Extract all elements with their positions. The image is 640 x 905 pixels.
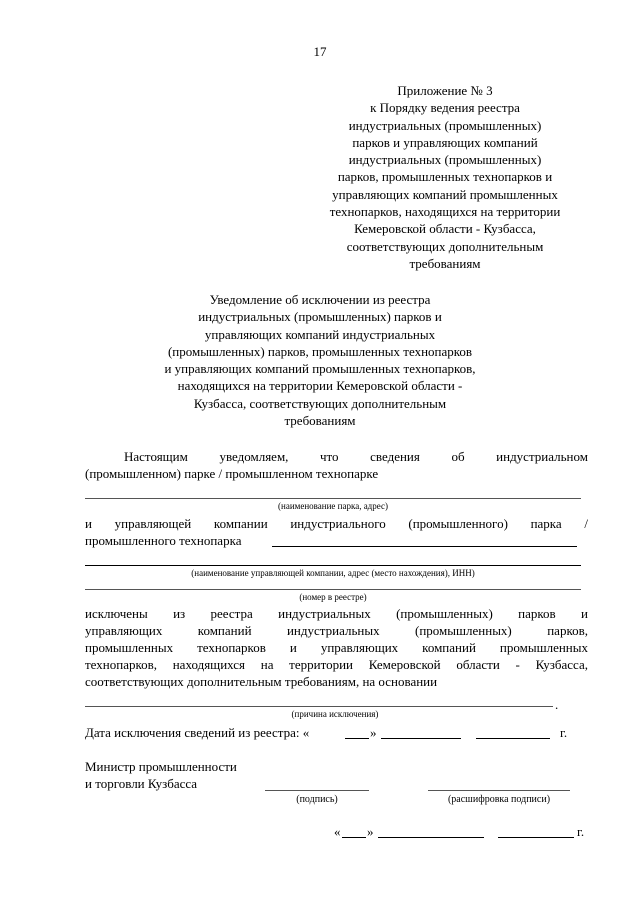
final-date-close: » bbox=[367, 824, 374, 839]
appendix-line: парков и управляющих компаний bbox=[352, 134, 538, 150]
title-line: требованиям bbox=[284, 413, 356, 429]
minister-line-1: Министр промышленности bbox=[85, 759, 237, 774]
final-date-year-suffix: г. bbox=[577, 824, 585, 839]
excluded-line: управляющих компаний индустриальных (промышленных) парков, bbox=[85, 623, 588, 638]
reason-period: . bbox=[555, 697, 559, 712]
excluded-line: технопарков, находящихся на территории Кемеровской области - Кузбасса, bbox=[85, 657, 588, 672]
park-name-line[interactable] bbox=[85, 498, 581, 499]
appendix-line: Приложение № 3 bbox=[397, 83, 493, 98]
appendix-header bbox=[300, 82, 590, 272]
final-date-day-line[interactable] bbox=[342, 837, 366, 838]
document-title bbox=[140, 291, 500, 429]
caption-reason: (причина исключения) bbox=[291, 709, 379, 719]
final-date-open: « bbox=[334, 824, 341, 839]
title-line: управляющих компаний индустриальных bbox=[204, 326, 436, 342]
appendix-line: индустриальных (промышленных) bbox=[348, 117, 542, 133]
appendix-line: технопарков, находящихся на территории bbox=[329, 204, 561, 220]
caption-signature: (подпись) bbox=[296, 794, 338, 805]
reason-line[interactable] bbox=[85, 706, 553, 707]
excluded-line: промышленных технопарков и управляющих компаний промышленных bbox=[85, 640, 588, 655]
appendix-line: парков, промышленных технопарков и bbox=[337, 169, 553, 185]
final-date-year-line[interactable] bbox=[498, 837, 574, 838]
date-label: Дата исключения сведений из реестра: « bbox=[85, 725, 310, 740]
caption-decoding: (расшифровка подписи) bbox=[447, 794, 551, 805]
caption-number: (номер в реестре) bbox=[299, 592, 367, 602]
date-year-suffix: г. bbox=[560, 725, 568, 740]
date-day-line[interactable] bbox=[345, 738, 369, 739]
appendix-line: Кемеровской области - Кузбасса, bbox=[354, 221, 536, 237]
caption-company: (наименование управляющей компании, адрес (место нахождения), ИНН) bbox=[191, 568, 475, 578]
registry-number-line[interactable] bbox=[85, 589, 581, 590]
excluded-line: исключены из реестра индустриальных (промышленных) парков и bbox=[85, 606, 588, 621]
company-line-1: и управляющей компании индустриального (промышленного) парка / bbox=[85, 516, 588, 531]
company-name-line[interactable] bbox=[85, 565, 581, 566]
final-date-month-line[interactable] bbox=[378, 837, 484, 838]
title-line: Уведомление об исключении из реестра bbox=[209, 292, 431, 307]
decoding-line[interactable] bbox=[428, 790, 570, 791]
company-line-2: промышленного технопарка bbox=[85, 533, 242, 548]
excluded-line-last: соответствующих дополнительным требованиям, на основании bbox=[85, 674, 438, 689]
date-month-line[interactable] bbox=[381, 738, 461, 739]
title-line: Кузбасса, соответствующих дополнительным bbox=[193, 395, 447, 411]
company-fill-line[interactable] bbox=[272, 546, 577, 547]
title-line: (промышленных) парков, промышленных технопарков bbox=[167, 343, 473, 359]
appendix-line: управляющих компаний промышленных bbox=[332, 186, 558, 202]
title-line: индустриальных (промышленных) парков и bbox=[198, 309, 442, 325]
intro-line-1: Настоящим уведомляем, что сведения об индустриальном bbox=[124, 449, 588, 464]
date-year-line[interactable] bbox=[476, 738, 550, 739]
title-line: находящихся на территории Кемеровской области - bbox=[177, 378, 463, 394]
signature-line[interactable] bbox=[265, 790, 369, 791]
page-number: 17 bbox=[313, 44, 327, 59]
intro-line-2: (промышленном) парке / промышленном технопарке bbox=[85, 466, 379, 481]
title-line: и управляющих компаний промышленных технопарков, bbox=[164, 361, 476, 377]
appendix-line: индустриальных (промышленных) bbox=[348, 152, 542, 168]
caption-park: (наименование парка, адрес) bbox=[278, 501, 388, 511]
date-quote-close: » bbox=[370, 725, 377, 740]
minister-line-2: и торговли Кузбасса bbox=[85, 776, 198, 791]
appendix-line: соответствующих дополнительным bbox=[346, 238, 544, 254]
appendix-line: к Порядку ведения реестра bbox=[370, 100, 520, 116]
appendix-line: требованиям bbox=[409, 255, 481, 271]
